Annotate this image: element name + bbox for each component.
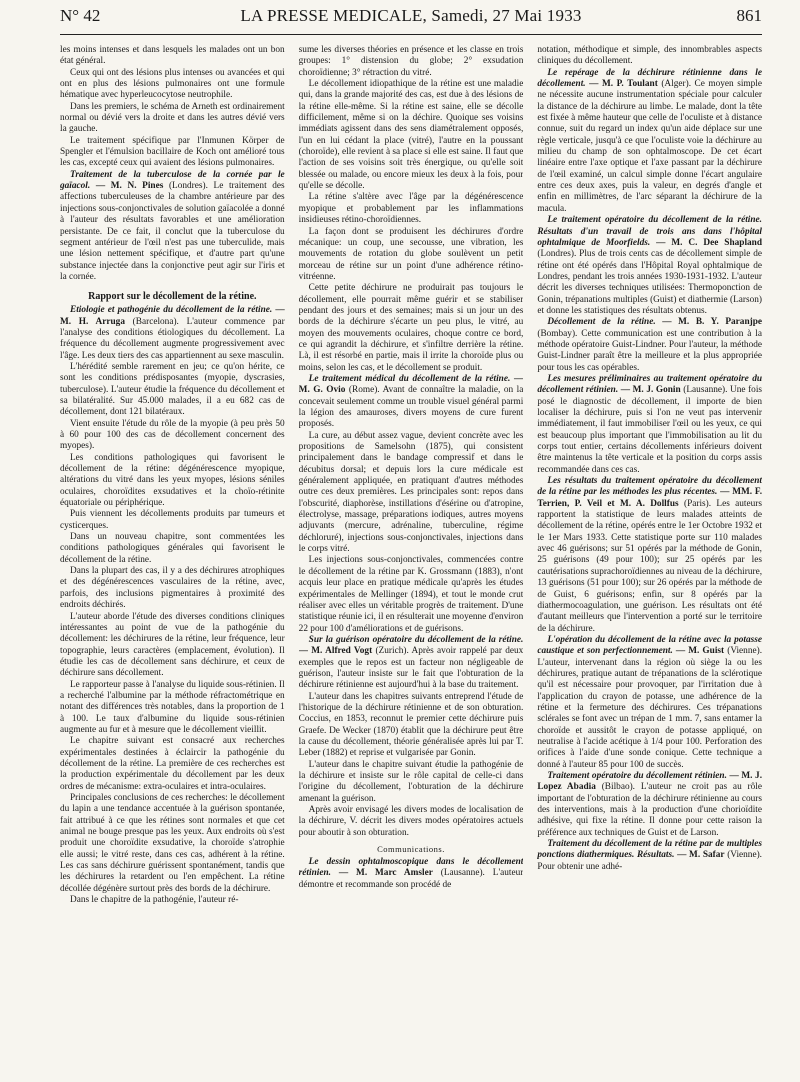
paragraph: Dans le chapitre de la pathogénie, l'auteur ré-	[70, 895, 239, 906]
paragraph: Ceux qui ont des lésions plus intenses ou avancées et qui ont en plus des lésions pulmonaires ont une formule hématique avec hyperleucocytose neutrophile.	[60, 67, 285, 101]
paragraph: Dans un nouveau chapitre, sont commentées les conditions pathologiques générales qui favorisent le décollement de la rétine.	[60, 532, 285, 565]
article-moorfields: Le traitement opératoire du décollement de la rétine. Résultats d'un travail de trois ans dans l'hôpital ophtalmique de Moorfields. — M. C. Dee Shapland (Londres). Plus de trois cents cas de décollement simple de rétine ont été opérés dans l'Hôpital Royal ophtalmique de Londres, pendant les trois années 1930-1931-1932. L'auteur décrit les diverses techniques utilisées: Thermoponction de Gonin, trépanations multiples (Guist) et diathermie (Larson) et donne les statistiques des résultats obtenus.	[537, 215, 762, 316]
paragraph: La façon dont se produisent les déchirures d'ordre mécanique: un coup, une secousse, une vibration, les mouvements de rotation du globe soulèvent un petit morceau de rétine sur un point d'une adhérence rétino-vitréenne.	[298, 226, 524, 282]
article-reperage: Le repérage de la déchirure rétinienne dans le décollement. — M. P. Toulant (Alger). Ce moyen simple ne nécessite aucune instrumentation spéciale pour calculer la distance de la déchirure au limbe. Le malade, dont la tête est fixée à même hauteur que celle de l'oculiste et à distance connue, suit du regard un index qu'un aide déplace sur une règle verticale, jusqu'à ce que l'oculiste voie la déchirure au milieu du champ de son ophtalmoscope. De cet écart linéaire entre l'axe optique et l'axe passant par la déchirure de l'œil examiné, un calcul simple donne l'écart angulaire entre ces deux axes, puis la valeur, en degrés d'angle et enfin en millimètres, de l'arc séparant la déchirure de la macula.	[537, 67, 762, 214]
masthead	[60, 6, 762, 26]
section-heading: Rapport sur le décollement de la rétine.	[88, 291, 257, 303]
article-paranjpe: Décollement de la rétine. — M. B. Y. Paranjpe (Bombay). Cette communication est une contribution à la méthode opératoire Guist-Lindner. Pour l'auteur, la méthode Guist-Lindner paraît être la meilleure et la plus appropriée pour tous les cas opérables.	[537, 317, 762, 373]
paragraph: L'auteur dans le chapitre suivant étudie la pathogénie de la déchirure et insiste sur le rôle capital de celle-ci dans l'origine du décollement, l'obturation de la déchirure amenant la guérison.	[298, 759, 524, 804]
paragraph: La rétine s'altère avec l'âge par la dégénérescence myopique et probablement par les inflammations insidieuses rétino-choroïdiennes.	[298, 192, 524, 226]
paragraph: Le décollement idiopathique de la rétine est une maladie qui, dans la grande majorité des cas, est due à des lésions de la rétine elle-même. Si la rétine est saine, elle se décolle difficilement, même si on la déchire. Quoique ses voisins immédiats agissent dans des sens diamétralement opposés, l'un en lui cédant la place (vitré), l'autre en la poussant (choroïde), elle revient à sa place si elle est saine. Il faut que l'action de ses voisins soit très énergique, ou qu'elle soit blessée ou malade, ou encore mieux les deux à la fois, pour qu'elle se décolle.	[298, 79, 524, 192]
paragraph: Les injections sous-conjonctivales, commencées contre le décollement de la rétine par K. Grossmann (1883), n'ont acquis leur place en pratique médicale qu'après les études expérimentales de Mellinger (1894), et tout le monde crut réaliser avec elles un véritable progrès de traitement. D'une statistique réunie ici, il en résulterait une moyenne d'environ 22 pour 100 d'améliorations et de guérisons.	[298, 555, 524, 634]
paragraph: Les conditions pathologiques qui favorisent le décollement de la rétine: dégénérescence myopique, altérations du vitré dans les yeux myopes, lésions séniles oculaires, choroïdites exsudatives et la choïo-rétinite équatoriale ou périphérique.	[60, 452, 285, 509]
paragraph: Dans la plupart des cas, il y a des déchirures atrophiques et des dégénérescences vasculaires de la rétine, avec, parfois, des inclusions pigmentaires à proximité des endroits déchirés.	[60, 566, 285, 611]
paragraph: les moins intenses et dans lesquels les malades ont un bon état général.	[60, 45, 285, 67]
paragraph: Vient ensuite l'étude du rôle de la myopie (à peu près 50 à 60 pour 100 des cas de décollement concernent des myopes).	[60, 418, 285, 452]
column-3	[537, 45, 762, 1075]
article-columns	[60, 45, 762, 1075]
article-resultats: Les résultats du traitement opératoire du décollement de la rétine par les méthodes les plus récentes. — MM. F. Terrien, P. Veil et M. A. Dollfus (Paris). Les auteurs rapportent la statistique de leurs malades atteints de décollement de la rétine, opérés entre le 1er Octobre 1932 et le 1er Mars 1933. Cette statistique porte sur 110 malades avec 46 guérisons; sur 51 opérés par la méthode de Gonin, 25 guérisons (49 pour 100); sur 25 opérés par les cautérisations suprachoroïdiennes au niveau de la déchirure, 13 guérisons (51 pour 100); sur 26 opérés par la méthode de de Guist, 6 guérisons; enfin, sur 8 opérés par la diathermocoagulation, une guérison. Les résultats ont été d'autant meilleurs que l'intervention a porté sur le territoire de la déchirure.	[537, 476, 762, 634]
paragraph: L'auteur aborde l'étude des diverses conditions cliniques intéressantes au point de vue de la pathogénie du décollement: les déchirures de la rétine, leur fréquence, leur topographie, leurs caractères (emplacement, évolution). Il étudie les cas de décollement sans déchirure, et ceux de déchirure sans décollement.	[60, 611, 285, 679]
paragraph: Cette petite déchirure ne produirait pas toujours le décollement, elle pourrait même guérir et se stabiliser pendant des jours et des semaines; mais si un jour un des bords de la déchirure s'écarte un peu plus, le vitré, au moyen des mouvements oculaires, choque contre ce bord, ce qui agrandit la déchirure, et s'infiltre derrière la rétine. Là, il est résorbé en partie, mais il irrite la choroïde plus ou moins, selon les cas, et le décollement se produit.	[298, 283, 524, 373]
article-safar: Traitement du décollement de la rétine par de multiples ponctions diathermiques. Résultats. — M. Safar (Vienne). Pour obtenir une adhé-	[537, 839, 762, 872]
article-potasse-caustique: L'opération du décollement de la rétine avec la potasse caustique et son perfectionnement. — M. Guist (Vienne). L'auteur, intervenant dans la région où siège la ou les déchirures, pratique autant de trépanations de la sclérotique qu'il est nécessaire pour provoquer, par l'irritation due à l'application du crayon de potasse, une adhérence de la rétine et la fermeture des déchirures. Ces trépanations sclérales se font avec un trépan de 1 mm. 7, sans entamer la choroïde et aussitôt le crayon de potasse appliqué, on neutralise à l'acide acétique à 1/4 pour 100. Perforation des orifices à l'aide d'une sonde conique. Cette technique a donné à l'auteur 85 pour 100 de succès.	[537, 634, 762, 770]
column-2	[299, 45, 524, 1075]
paragraph: Dans les premiers, le schéma de Arneth est ordinairement normal ou dévié vers la droite et dans les autres dévié vers la gauche.	[60, 101, 285, 135]
paragraph: Principales conclusions de ces recherches: le décollement du lapin a une tendance accentuée à la guérison spontanée, fait attribué à ce que les rétines sont normales et que cet animal ne bouge presque pas les yeux. Aux endroits où s'est produit une choroïdite exsudative, la choroïde s'atrophie elle aussi; le vitré reste, dans ces cas, adhérent à la rétine. Les cas sans déchirure guérissent spontanément, tandis que les déchirures la retardent ou l'en empêchent. La rétine décollée dégénère surtout près des bords de la déchirure.	[60, 793, 285, 894]
paragraph: La cure, au début assez vague, devient concrète avec les propositions de Samelsohn (1875), qui consistent principalement dans le bandage compressif et dans le décubitus dorsal; et depuis lors la cure médicale est généralement appliquée, en pratiquant d'autres méthodes outre ces deux premières. Les principales sont: repos dans l'obscurité, diaphorèse, instillations d'ésérine ou d'atropine, électrolyse, massage, préparations iodiques, autres moyens adjuvants (mercure, adrénaline, tuberculine, régime déchloruré), injections sous-conjonctivales, injections dans le corps vitré.	[298, 430, 524, 555]
article-traitement-medical: Le traitement médical du décollement de la rétine. — M. G. Ovio (Rome). Avant de connaître la maladie, on la concevait seulement comme un trouble visuel général parmi la légion des amauroses, divers moyens de cure furent proposés.	[298, 373, 524, 430]
paragraph: L'auteur dans les chapitres suivants entreprend l'étude de l'historique de la déchirure rétinienne et de son obturation. Coccius, en 1853, reconnut le premier cette déchirure puis Graefe. De Wecker (1870) établit que la déchirure peut être la cause du décollement, théorie généralisée après lui par T. Leber (1882) et reprise et vulgarisée par Gonin.	[298, 691, 524, 759]
paragraph: notation, méthodique et simple, des innombrables aspects cliniques du décollement.	[537, 45, 762, 67]
issue-number: N° 42	[60, 6, 101, 25]
page-header	[60, 0, 762, 35]
paragraph: Le traitement spécifique par l'Inmunen Körper de Spengler et l'émulsion bacillaire de Koch ont amélioré tous les cas, excepté ceux qui avaient des lésions pulmonaires.	[60, 135, 285, 169]
paragraph: sume les diverses théories en présence et les classe en trois groupes: 1° distension du globe; 2° exsudation choroïdienne; 3° rétraction du vitré.	[298, 45, 524, 78]
article-dessin-ophtalmoscopique: Le dessin ophtalmoscopique dans le décollement rétinien. — M. Marc Amsler (Lausanne). L'auteur démontre et recommande son procédé de	[298, 857, 524, 890]
page-number: 861	[736, 6, 762, 25]
paragraph: Après avoir envisagé les divers modes de localisation de la déchirure, V. décrit les divers modes opératoires actuels pour aboutir à son obturation.	[298, 805, 524, 838]
article-lopez-abadia: Traitement opératoire du décollement rétinien. — M. J. Lopez Abadia (Bilbao). L'auteur ne croit pas au rôle important de l'obturation de la déchirure rétinienne au cours des interventions, mais à la production d'une chorioïdite adhésive, qui fixe la rétine. Il donne pour cette raison la préférence aux techniques de Guist et de Larson.	[537, 771, 762, 838]
paragraph: Le rapporteur passe à l'analyse du liquide sous-rétinien. Il a recherché l'albumine par la méthode réfractométrique en notant des différences très notables, dans la proportion de 1 à 100. Le taux d'albumine du liquide sous-rétinien augmente au fur et à mesure que le décollement vieillit.	[60, 679, 285, 735]
article-guerison-operatoire: Sur la guérison opératoire du décollement de la rétine. — M. Alfred Vogt (Zurich). Après avoir rappelé par deux exemples que le repos est un facteur non négligeable de guérison, l'auteur insiste sur le fait que l'obturation de la déchirure rétinienne est aujourd'hui à la base du traitement.	[298, 634, 524, 691]
article-etiologie: Etiologie et pathogénie du décollement de la rétine. — M. H. Arruga (Barcelona). L'auteur commence par l'analyse des conditions étiologiques du décollement. La fréquence du décollement augmente progressivement avec l'âge. Les deux tiers des cas appartiennent au sexe masculin.	[60, 305, 285, 361]
article-tuberculose-cornee: Traitement de la tuberculose de la cornée par le gaïacol. — M. N. Pines (Londres). Le traitement des affections tuberculeuses de la chambre antérieure par des injections sous-conjonctivales de solution gaïacolée a donné à l'auteur des résultats favorables et une amélioration persistante. De ce fait, il conclut que la tuberculose du segment antérieur de l'œil n'est pas une tuberculide, mais une lésion nettement spécifique, et d'autre part qu'une substance injectée dans la conjonctive peut agir sur l'iris et la cornée.	[60, 169, 285, 282]
paragraph: Le chapitre suivant est consacré aux recherches expérimentales destinées à éclaircir la pathogénie du décollement de la rétine. La première de ces recherches est la production expérimentale du décollement par les deux ordres de mécanisme: extra-oculaires et intra-oculaires.	[60, 736, 285, 792]
article-mesures-preliminaires: Les mesures préliminaires au traitement opératoire du décollement rétinien. — M. J. Gonin (Lausanne). Une fois posé le diagnostic de décollement, il importe de bien localiser la déchirure, puis si l'on ne veut pas intervenir immédiatement, il faut immobiliser l'œil ou les yeux, ce qui est beaucoup plus important que l'immobilisation au lit du corps tout entier, certains décollements inférieurs doivent être maintenus la tête verticale et la position du corps assis recommandée dans ces cas.	[537, 373, 762, 475]
communications-heading: Communications.	[377, 844, 445, 855]
journal-title: LA PRESSE MEDICALE,	[240, 6, 427, 25]
paragraph: Puis viennent les décollements produits par tumeurs et cysticerques.	[60, 509, 285, 531]
column-1	[60, 45, 285, 1075]
paragraph: L'hérédité semble rarement en jeu; ce qu'on hérite, ce sont les conditions prédisposantes (myopie, dyscrasies, tuberculose). L'auteur étudie la fréquence du décollement et sa bilatéralité. Sur 45.000 malades, il a eu 682 cas de décollement, dont 121 bilatéraux.	[60, 361, 285, 418]
issue-date: Samedi, 27 Mai 1933	[431, 6, 582, 25]
